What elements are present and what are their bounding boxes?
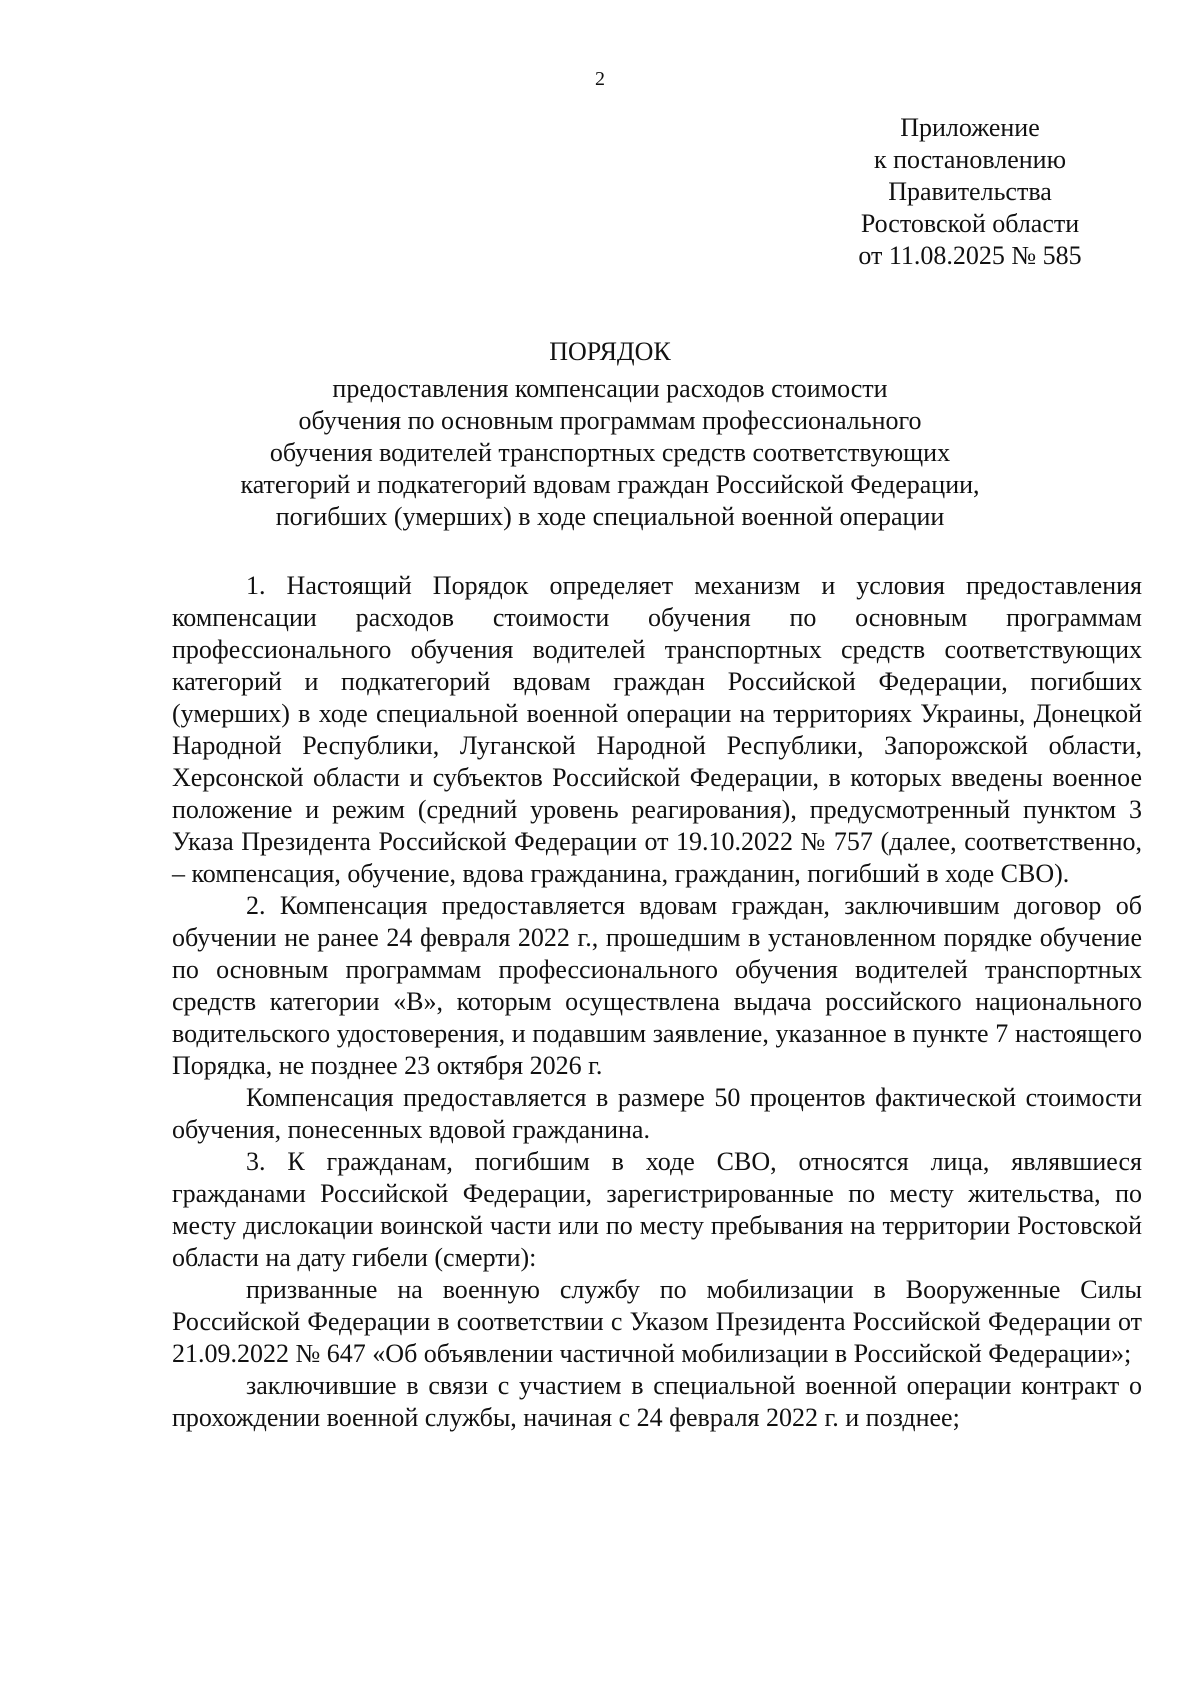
paragraph-1: 1. Настоящий Порядок определяет механизм и условия предоставления компенсации расходов стоимости обучения по основным программам профессионального обучения водителей транспортных средств соответствующих категорий и подкатегорий вдовам граждан Российской Федерации, погибших (умерших) в ходе специальной военной операции на территориях Украины, Донецкой Народной Республики, Луганской Народной Республики, Запорожской области, Херсонской области и субъектов Российской Федерации, в которых введены военное положение и режим (средний уровень реагирования), предусмотренный пунктом 3 Указа Президента Российской Федерации от 19.10.2022 № 757 (далее, соответственно, – компенсация, обучение, вдова гражданина, гражданин, погибший в ходе СВО). bbox=[172, 571, 1142, 888]
subtitle-line: погибших (умерших) в ходе специальной военной операции bbox=[275, 502, 945, 531]
appendix-block bbox=[840, 112, 1100, 272]
paragraph-2-compensation-amount: Компенсация предоставляется в размере 50 процентов фактической стоимости обучения, понесенных вдовой гражданина. bbox=[172, 1083, 1142, 1144]
appendix-line: от 11.08.2025 № 585 bbox=[858, 241, 1082, 270]
paragraph-2: 2. Компенсация предоставляется вдовам граждан, заключившим договор об обучении не ранее 24 февраля 2022 г., прошедшим в установленном порядке обучение по основным программам профессионального обучения водителей транспортных средств категории «В», которым осуществлена выдача российского национального водительского удостоверения, и подавшим заявление, указанное в пункте 7 настоящего Порядка, не позднее 23 октября 2026 г. bbox=[172, 891, 1142, 1080]
paragraph-3-contract: заключившие в связи с участием в специальной военной операции контракт о прохождении военной службы, начиная с 24 февраля 2022 г. и позднее; bbox=[172, 1371, 1142, 1432]
page-number: 2 bbox=[595, 68, 605, 90]
appendix-line: Правительства bbox=[888, 177, 1052, 206]
paragraph-3-mobilized: призванные на военную службу по мобилизации в Вооруженные Силы Российской Федерации в соответствии с Указом Президента Российской Федерации от 21.09.2022 № 647 «Об объявлении частичной мобилизации в Российской Федерации»; bbox=[172, 1275, 1142, 1368]
subtitle-line: предоставления компенсации расходов стоимости bbox=[332, 374, 888, 403]
paragraph-3: 3. К гражданам, погибшим в ходе СВО, относятся лица, являвшиеся гражданами Российской Федерации, зарегистрированные по месту жительства, по месту дислокации воинской части или по месту пребывания на территории Ростовской области на дату гибели (смерти): bbox=[172, 1147, 1142, 1272]
appendix-line: Приложение bbox=[900, 113, 1040, 142]
subtitle-line: обучения водителей транспортных средств соответствующих bbox=[269, 438, 951, 467]
document-subtitle bbox=[160, 373, 1060, 533]
appendix-line: Ростовской области bbox=[860, 209, 1080, 238]
document-body bbox=[172, 570, 1142, 1434]
document-title: ПОРЯДОК bbox=[549, 337, 671, 366]
subtitle-line: обучения по основным программам профессионального bbox=[298, 406, 922, 435]
subtitle-line: категорий и подкатегорий вдовам граждан Российской Федерации, bbox=[240, 470, 980, 499]
appendix-line: к постановлению bbox=[873, 145, 1067, 174]
